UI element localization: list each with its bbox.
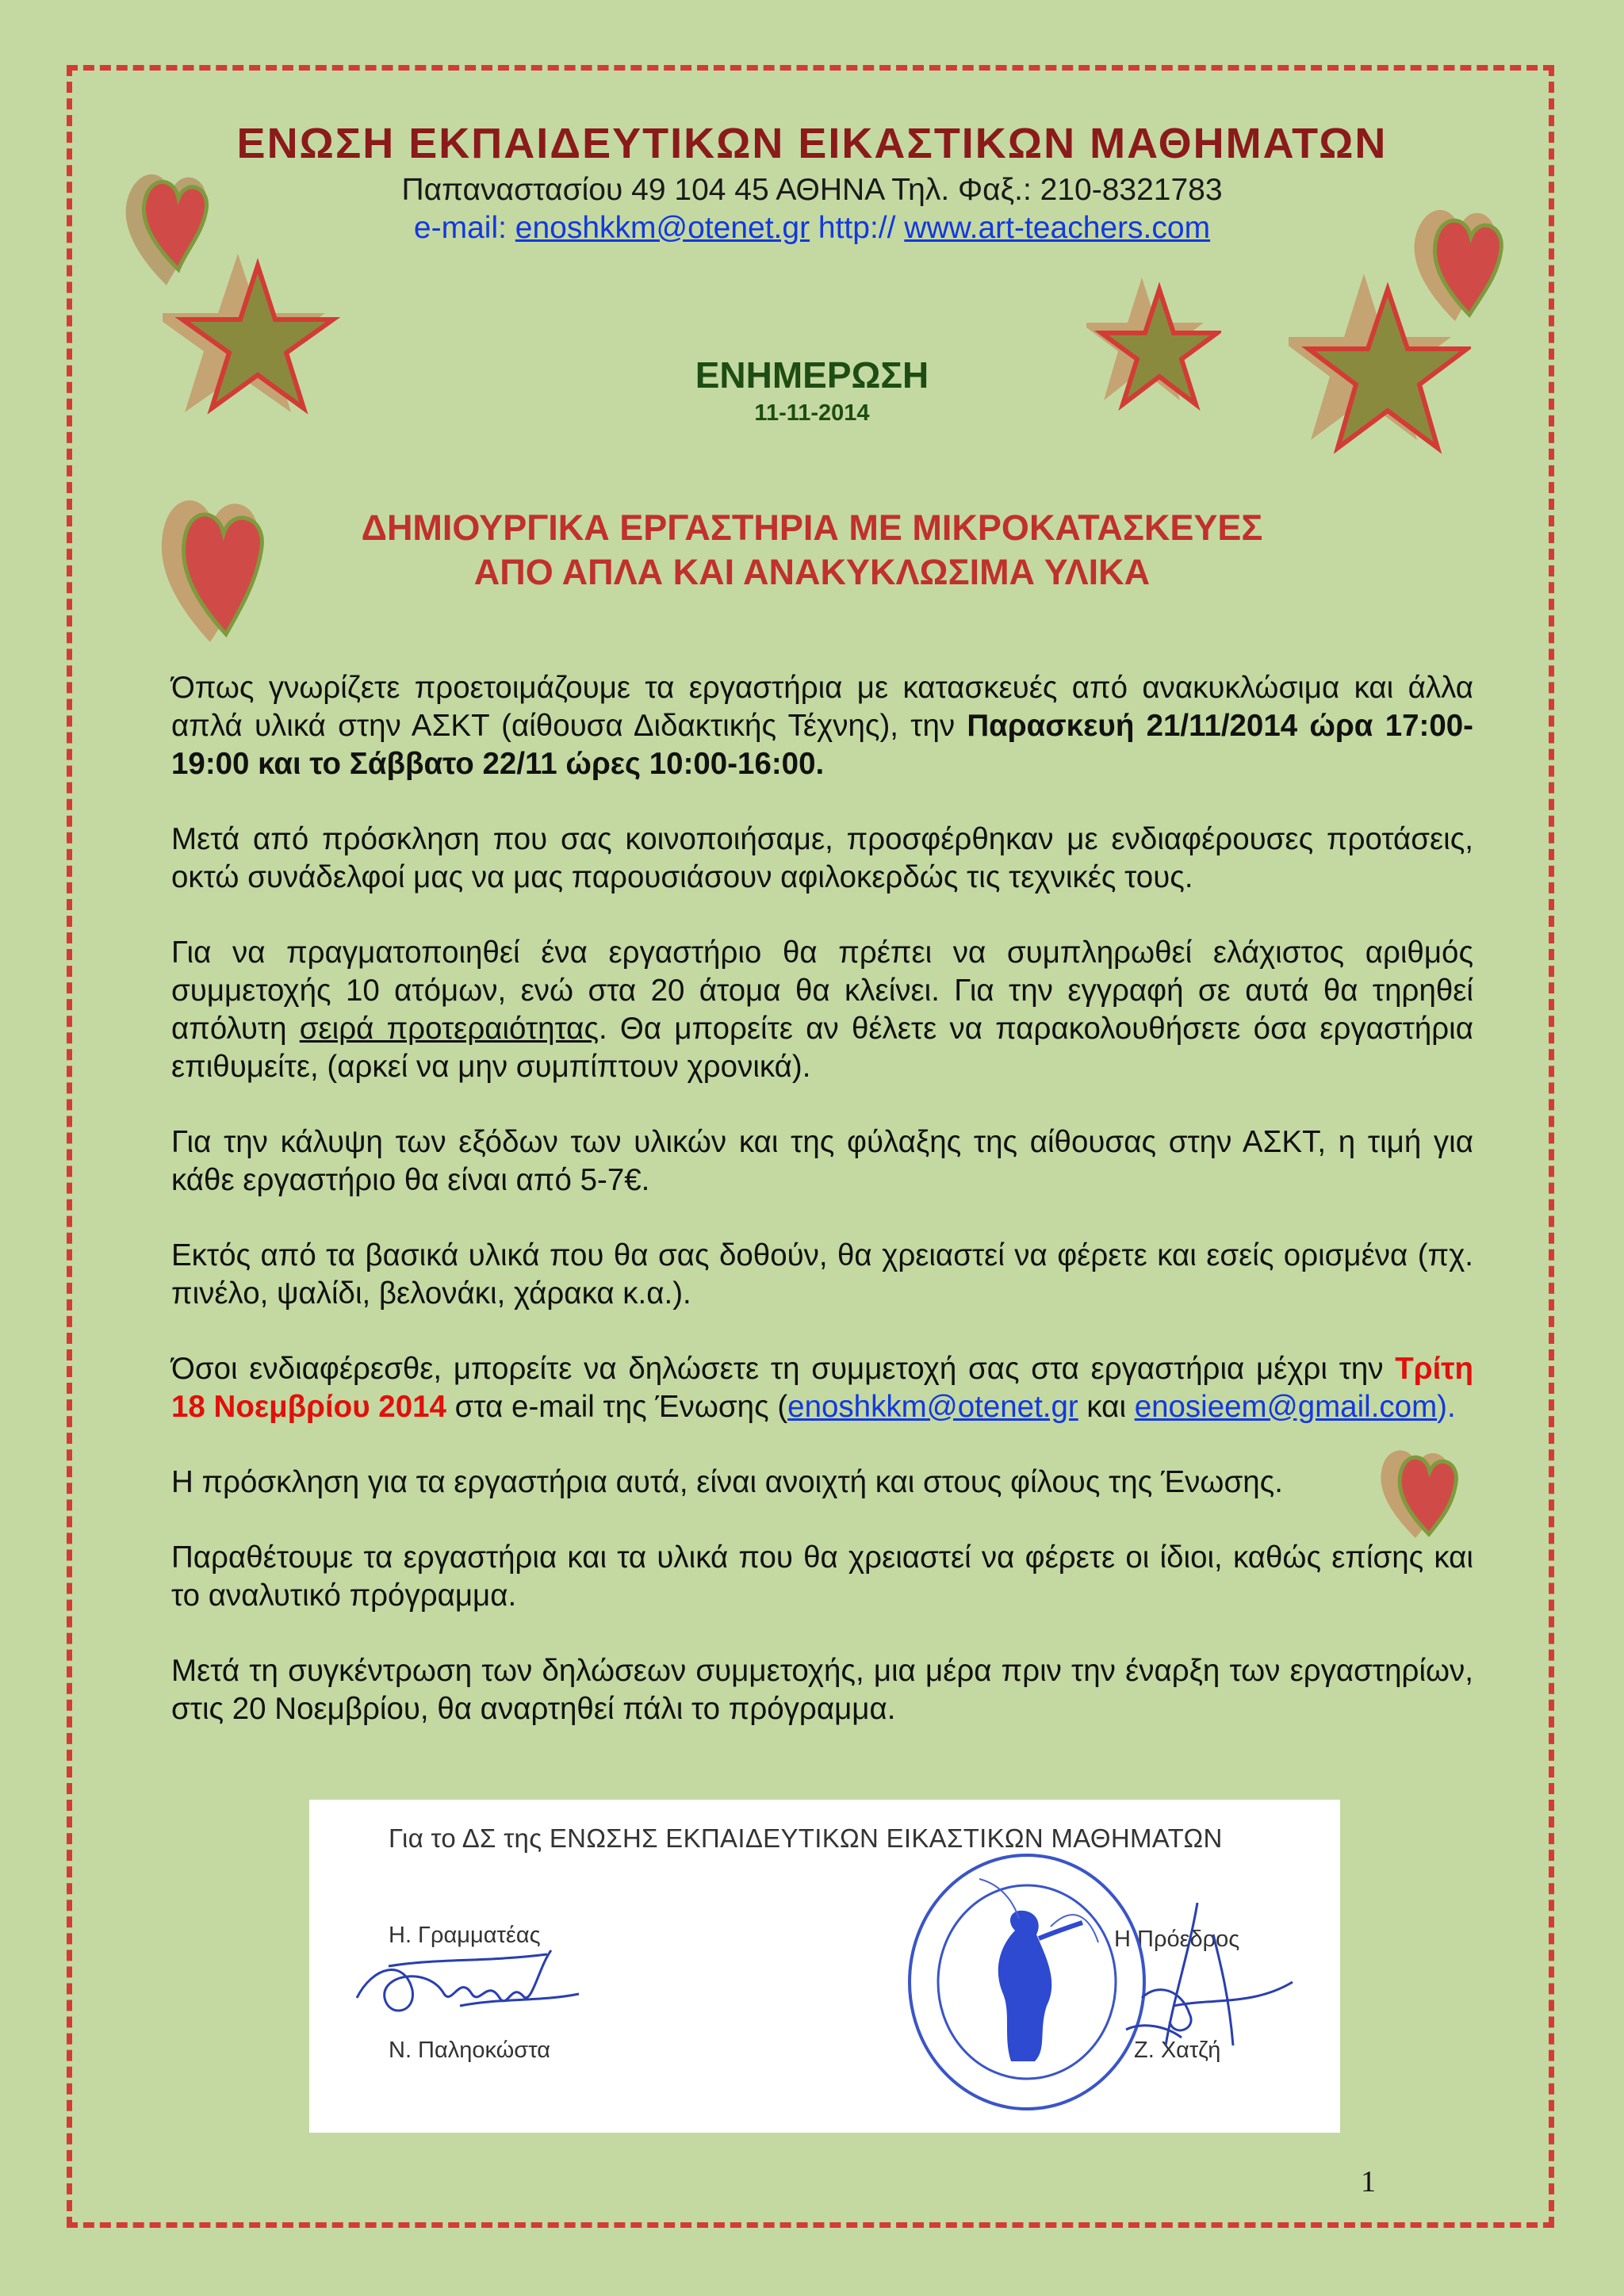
headline-line-2: ΑΠΟ ΑΠΛΑ ΚΑΙ ΑΝΑΚΥΚΛΩΣΙΜΑ ΥΛΙΚΑ	[473, 552, 1151, 592]
email-label: e-mail:	[413, 211, 515, 245]
star-icon	[163, 250, 345, 424]
secretary-role: Η. Γραμματέας	[389, 1923, 541, 1948]
deadline-date: Τρίτη 18 Νοεμβρίου 2014	[171, 1352, 1473, 1424]
body-text	[171, 669, 1473, 1766]
president-signature	[1094, 1887, 1300, 2069]
page-number: 1	[1361, 2165, 1376, 2198]
secretary-name: Ν. Παληοκώστα	[389, 2038, 551, 2063]
signature-heading: Για το ΔΣ της ΕΝΩΣΗΣ ΕΚΠΑΙΔΕΥΤΙΚΩΝ ΕΙΚΑΣΤΙΚΩΝ ΜΑΘΗΜΑΤΩΝ	[389, 1823, 1223, 1853]
paragraph-8: Παραθέτουμε τα εργαστήρια και τα υλικά που θα χρειαστεί να φέρετε οι ίδιοι, καθώς επίσης και το αναλυτικό πρόγραμμα.	[171, 1540, 1473, 1613]
event-dates: Παρασκευή 21/11/2014 ώρα 17:00-19:00 και το Σάββατο 22/11 ώρες 10:00-16:00.	[171, 709, 1473, 781]
notice-date: 11-11-2014	[754, 400, 870, 426]
org-address: Παπαναστασίου 49 104 45 ΑΘΗΝΑ Τηλ. Φαξ.: 210-8321783	[401, 173, 1223, 207]
paragraph-3: Για να πραγματοποιηθεί ένα εργαστήριο θα πρέπει να συμπληρωθεί ελάχιστος αριθμός συμμετοχής 10 ατόμων, ενώ στα 20 άτομα θα κλείνει. Για την εγγραφή σε αυτά θα τηρηθεί απόλυτη σειρά προτεραιότητας. Θα μπορείτε αν θέλετε να παρακολουθήσετε όσα εργαστήρια επιθυμείτε, (αρκεί να μην συμπίπτουν χρονικά).	[171, 936, 1473, 1084]
signature-block	[309, 1800, 1340, 2133]
paragraph-7: Η πρόσκληση για τα εργαστήρια αυτά, είναι ανοιχτή και στους φίλους της Ένωσης.	[171, 1465, 1283, 1499]
website-link[interactable]: www.art-teachers.com	[904, 211, 1211, 245]
paragraph-6: Όσοι ενδιαφέρεσθε, μπορείτε να δηλώσετε τη συμμετοχή σας στα εργαστήρια μέχρι την Τρίτη 18 Νοεμβρίου 2014 στα e-mail της Ένωσης (enoshkkm@otenet.gr και enosieem@gmail.com).	[171, 1352, 1473, 1424]
priority-order: σειρά προτεραιότητας	[299, 1012, 599, 1046]
heart-icon	[1408, 186, 1519, 329]
email-link[interactable]: enoshkkm@otenet.gr	[515, 211, 810, 245]
paragraph-4: Για την κάλυψη των εξόδων των υλικών και της φύλαξης της αίθουσας στην ΑΣΚΤ, η τιμή για κάθε εργαστήριο θα είναι από 5-7€.	[171, 1125, 1473, 1197]
headline-line-1: ΔΗΜΙΟΥΡΓΙΚΑ ΕΡΓΑΣΤΗΡΙΑ ΜΕ ΜΙΚΡΟΚΑΤΑΣΚΕΥΕΣ	[361, 507, 1263, 548]
headline	[0, 506, 1624, 595]
paragraph-9: Μετά τη συγκέντρωση των δηλώσεων συμμετοχής, μια μέρα πριν την έναρξη των εργαστηρίων, στις 20 Νοεμβρίου, θα αναρτηθεί πάλι το πρόγραμμα.	[171, 1654, 1473, 1726]
secretary-signature	[341, 1919, 595, 2045]
paragraph-1: Όπως γνωρίζετε προετοιμάζουμε τα εργαστήρια με κατασκευές από ανακυκλώσιμα και άλλα απλά υλικά στην ΑΣΚΤ (αίθουσα Διδακτικής Τέχνης), την Παρασκευή 21/11/2014 ώρα 17:00-19:00 και το Σάββατο 22/11 ώρες 10:00-16:00.	[171, 671, 1473, 781]
email-link-otenet[interactable]: enoshkkm@otenet.gr	[787, 1390, 1078, 1424]
president-role: Η Πρόεδρος	[1114, 1927, 1240, 1952]
email-link-gmail[interactable]: enosieem@gmail.com	[1134, 1390, 1438, 1424]
paragraph-5: Εκτός από τα βασικά υλικά που θα σας δοθούν, θα χρειαστεί να φέρετε και εσείς ορισμένα (πχ. πινέλο, ψαλίδι, βελονάκι, χάρακα κ.α.).	[171, 1238, 1473, 1311]
org-name: ΕΝΩΣΗ ΕΚΠΑΙΔΕΥΤΙΚΩΝ ΕΙΚΑΣΤΙΚΩΝ ΜΑΘΗΜΑΤΩΝ	[236, 120, 1388, 167]
web-label: http://	[810, 211, 905, 245]
president-name: Ζ. Χατζή	[1134, 2038, 1221, 2063]
notice-title: ΕΝΗΜΕΡΩΣΗ	[695, 354, 929, 396]
org-contact	[0, 211, 1624, 246]
paragraph-2: Μετά από πρόσκληση που σας κοινοποιήσαμε, προσφέρθηκαν με ενδιαφέρουσες προτάσεις, οκτώ συνάδελφοί μας να μας παρουσιάσουν αφιλοκερδώς τις τεχνικές τους.	[171, 822, 1473, 894]
